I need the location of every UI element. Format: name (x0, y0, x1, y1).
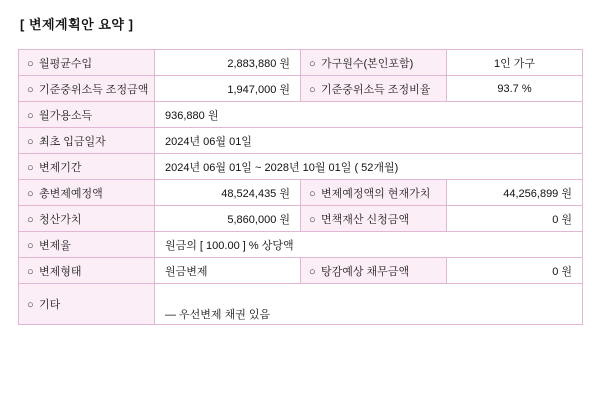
bullet-icon: ○ (309, 57, 316, 70)
label-text: 가구원수(본인포함) (321, 57, 414, 70)
table-row (19, 102, 583, 128)
repayment-plan-summary-table (18, 49, 583, 325)
row-label-monthly-disposable-income (19, 102, 155, 128)
bullet-icon: ○ (27, 57, 34, 70)
bullet-icon: ○ (27, 265, 34, 278)
bullet-icon: ○ (27, 135, 34, 148)
row-value-total-planned-repayment: 48,524,435 원 (155, 180, 301, 206)
label-text: 기준중위소득 조정금액 (39, 83, 149, 96)
row-label-repayment-rate (19, 232, 155, 258)
table-row (19, 180, 583, 206)
label-text: 청산가치 (39, 213, 82, 226)
label-text: 월가용소득 (39, 109, 93, 122)
label-text: 월평균수입 (39, 57, 93, 70)
table-row (19, 76, 583, 102)
table-row (19, 154, 583, 180)
bullet-icon: ○ (27, 213, 34, 226)
label-text: 면책재산 신청금액 (321, 213, 410, 226)
bullet-icon: ○ (309, 83, 316, 96)
row-value-expected-forgiven-debt: 0 원 (447, 258, 583, 284)
row-label-etc (19, 284, 155, 325)
page-title: [ 변제계획안 요약 ] (20, 17, 134, 32)
row-label-repayment-type (19, 258, 155, 284)
label-text: 변제형태 (39, 265, 82, 278)
table-row (19, 50, 583, 76)
label-text: 변제율 (39, 239, 71, 252)
row-value-monthly-disposable-income: 936,880 원 (155, 102, 583, 128)
row-label-median-income-adjusted-amount (19, 76, 155, 102)
bullet-icon: ○ (309, 265, 316, 278)
bullet-icon: ○ (27, 109, 34, 122)
label-text: 변제기간 (39, 161, 82, 174)
row-label-monthly-income (19, 50, 155, 76)
table-row (19, 232, 583, 258)
bullet-icon: ○ (309, 187, 316, 200)
row-value-household-size: 1인 가구 (447, 50, 583, 76)
label-text: 기준중위소득 조정비율 (321, 83, 431, 96)
row-value-repayment-period: 2024년 06월 01일 ~ 2028년 10월 01일 ( 52개월) (155, 154, 583, 180)
row-label-household-size (301, 50, 447, 76)
label-text: 총변제예정액 (39, 187, 103, 200)
row-label-liquidation-value (19, 206, 155, 232)
row-value-median-income-adjusted-amount: 1,947,000 원 (155, 76, 301, 102)
row-value-exempt-property-application-amount: 0 원 (447, 206, 583, 232)
row-label-first-payment-date (19, 128, 155, 154)
row-value-first-payment-date: 2024년 06월 01일 (155, 128, 583, 154)
label-text: 변제예정액의 현재가치 (321, 187, 431, 200)
label-text: 최초 입금일자 (39, 135, 106, 148)
bullet-icon: ○ (27, 187, 34, 200)
row-value-liquidation-value: 5,860,000 원 (155, 206, 301, 232)
row-value-etc-note: — 우선변제 채권 있음 (155, 284, 583, 325)
table-row (19, 206, 583, 232)
row-label-median-income-adjusted-ratio (301, 76, 447, 102)
bullet-icon: ○ (27, 299, 34, 311)
row-label-repayment-period (19, 154, 155, 180)
bullet-icon: ○ (27, 161, 34, 174)
table-row (19, 128, 583, 154)
row-value-median-income-adjusted-ratio: 93.7 % (447, 76, 583, 102)
table-row-etc (19, 284, 583, 325)
row-label-total-planned-repayment (19, 180, 155, 206)
bullet-icon: ○ (27, 83, 34, 96)
row-value-monthly-income: 2,883,880 원 (155, 50, 301, 76)
label-text: 탕감예상 채무금액 (321, 265, 410, 278)
label-text: 기타 (39, 299, 61, 311)
row-label-present-value-of-repayment (301, 180, 447, 206)
bullet-icon: ○ (309, 213, 316, 226)
row-label-expected-forgiven-debt (301, 258, 447, 284)
table-row (19, 258, 583, 284)
row-value-present-value-of-repayment: 44,256,899 원 (447, 180, 583, 206)
row-label-exempt-property-application-amount (301, 206, 447, 232)
row-value-repayment-type: 원금변제 (155, 258, 301, 284)
bullet-icon: ○ (27, 239, 34, 252)
row-value-repayment-rate: 원금의 [ 100.00 ] % 상당액 (155, 232, 583, 258)
